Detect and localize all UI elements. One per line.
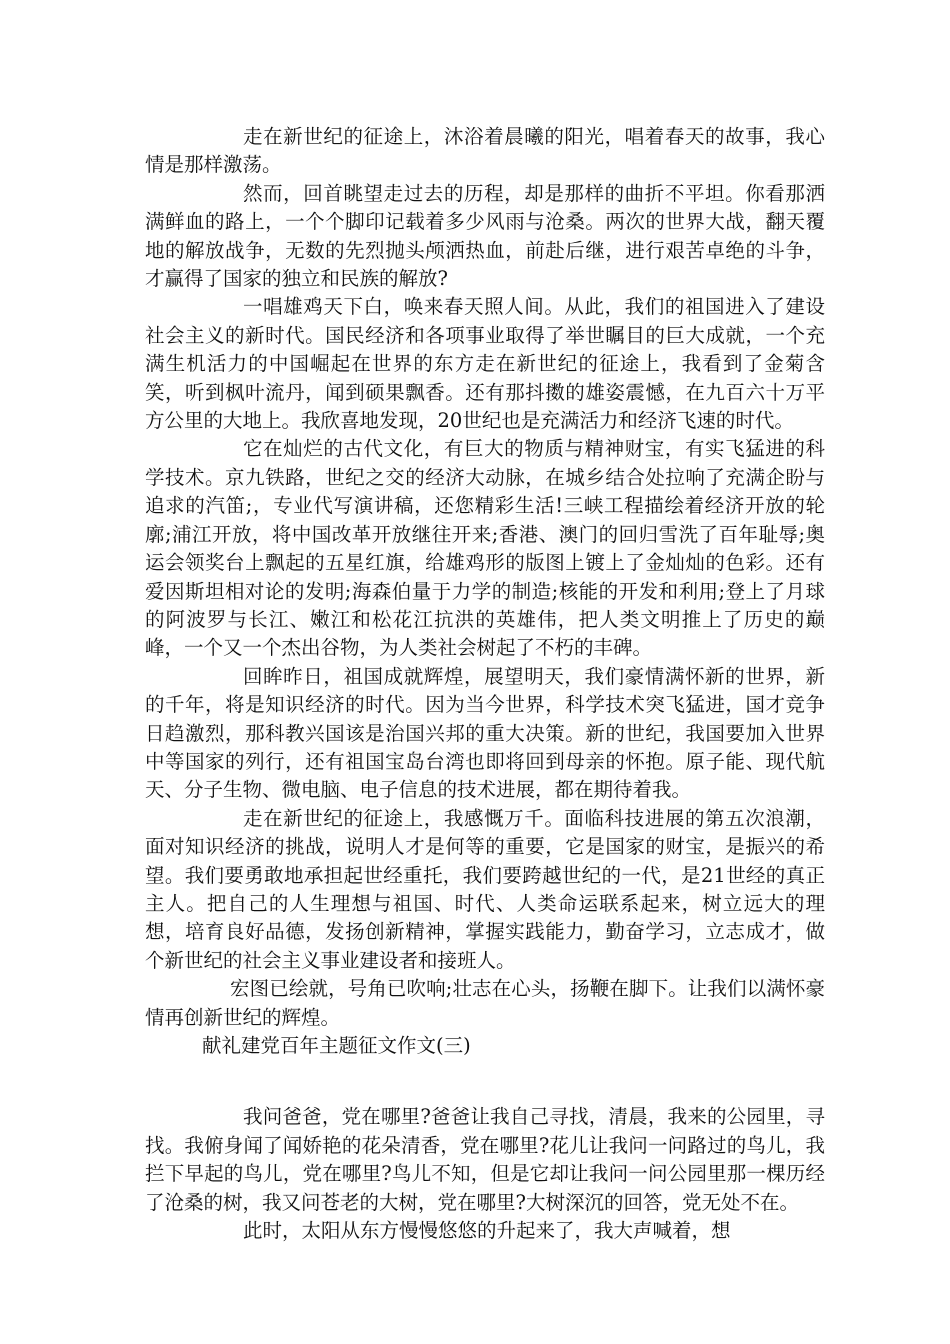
document-page (145, 123, 825, 1245)
paragraph-6: 走在新世纪的征途上，我感慨万千。面临科技进展的第五次浪潮，面对知识经济的挑战，说明人才是何等的重要，它是国家的财宝，是振兴的希望。我们要勇敢地承担起世经重托，我们要跨越世纪的一代，是21世经的真正主人。把自己的人生理想与祖国、时代、人类命运联系起来，树立远大的理想，培育良好品德，发扬创新精神，掌握实践能力，勤奋学习，立志成才，做个新世纪的社会主义事业建设者和接班人。 (145, 806, 825, 972)
paragraph-2: 然而，回首眺望走过去的历程，却是那样的曲折不平坦。你看那洒满鲜血的路上，一个个脚印记载着多少风雨与沧桑。两次的世界大战，翻天覆地的解放战争，无数的先烈抛头颅洒热血，前赴后继，进行艰苦卓绝的斗争，才赢得了国家的独立和民族的解放? (145, 181, 825, 291)
paragraph-7: 宏图已绘就，号角已吹响;壮志在心头，扬鞭在脚下。让我们以满怀豪情再创新世纪的辉煌。 (145, 977, 825, 1029)
paragraph-8: 我问爸爸，党在哪里?爸爸让我自己寻找，清晨，我来的公园里，寻找。我俯身闻了闻娇艳的花朵清香，党在哪里?花儿让我问一问路过的鸟儿，我拦下早起的鸟儿，党在哪里?鸟儿不知，但是它却让我问一问公园里那一棵历经了沧桑的树，我又问苍老的大树，党在哪里?大树深沉的回答，党无处不在。 (145, 1105, 825, 1214)
paragraph-1: 走在新世纪的征途上，沐浴着晨曦的阳光，唱着春天的故事，我心情是那样激荡。 (145, 125, 825, 177)
section-heading: 献礼建党百年主题征文作文(三) (202, 1034, 471, 1057)
paragraph-3: 一唱雄鸡天下白，唤来春天照人间。从此，我们的祖国进入了建设社会主义的新时代。国民经济和各项事业取得了举世瞩目的巨大成就，一个充满生机活力的中国崛起在世界的东方走在新世纪的征途上，我看到了金菊含笑，听到枫叶流丹，闻到硕果飘香。还有那抖擞的雄姿震憾，在九百六十万平方公里的大地上。我欣喜地发现，20世纪也是充满活力和经济飞速的时代。 (145, 295, 825, 433)
paragraph-5: 回眸昨日，祖国成就辉煌，展望明天，我们豪情满怀新的世界，新的千年，将是知识经济的时代。因为当今世界，科学技术突飞猛进，国才竞争日趋激烈，那科教兴国该是治国兴邦的重大决策。新的世纪，我国要加入世界中等国家的列行，还有祖国宝岛台湾也即将回到母亲的怀抱。原子能、现代航天、分子生物、微电脑、电子信息的技术进展，都在期待着我。 (145, 664, 825, 802)
paragraph-9: 此时，太阳从东方慢慢悠悠的升起来了，我大声喊着，想 (243, 1219, 731, 1243)
paragraph-4: 它在灿烂的古代文化，有巨大的物质与精神财宝，有实飞猛进的科学技术。京九铁路，世纪之交的经济大动脉，在城乡结合处拉响了充满企盼与追求的汽笛;，专业代写演讲稿，还您精彩生活!三峡工程描绘着经济开放的轮廓;浦江开放，将中国改革开放继往开来;香港、澳门的回归雪洗了百年耻辱;奥运会领奖台上飘起的五星红旗，给雄鸡形的版图上镀上了金灿灿的色彩。还有爱因斯坦相对论的发明;海森伯量于力学的制造;核能的开发和利用;登上了月球的阿波罗与长江、嫩江和松花江抗洪的英雄伟，把人类文明推上了历史的巅峰，一个又一个杰出谷物，为人类社会树起了不朽的丰碑。 (145, 437, 825, 660)
section-gap (145, 1060, 825, 1103)
